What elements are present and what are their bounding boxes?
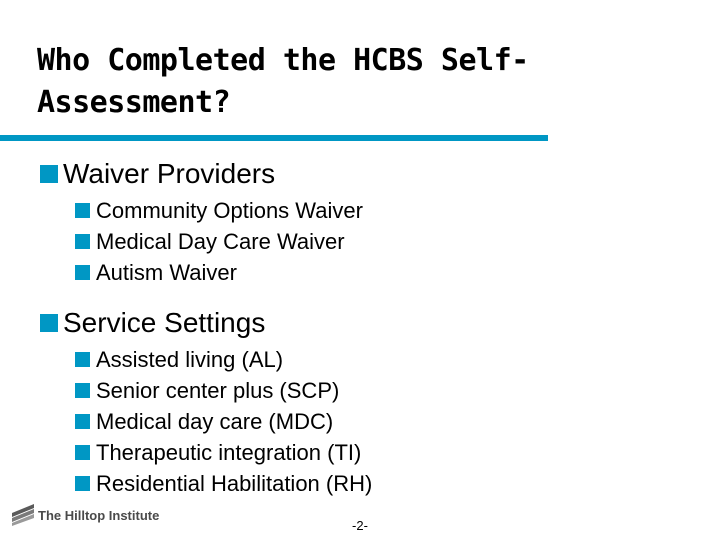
square-bullet-icon — [75, 383, 90, 398]
section-heading — [40, 306, 372, 340]
list-item — [75, 468, 372, 499]
list-item-text: Senior center plus (SCP) — [96, 378, 340, 403]
list-item — [75, 344, 372, 375]
list-item — [75, 226, 363, 257]
list-item — [75, 257, 363, 288]
list-item-text: Therapeutic integration (TI) — [96, 440, 362, 465]
hilltop-logo — [12, 504, 159, 526]
square-bullet-icon — [75, 203, 90, 218]
square-bullet-icon — [40, 165, 58, 183]
square-bullet-icon — [75, 265, 90, 280]
list-item-text: Residential Habilitation (RH) — [96, 471, 373, 496]
slide-title-line-1: Who Completed the HCBS Self- — [37, 43, 529, 78]
section-service-settings — [40, 306, 372, 499]
square-bullet-icon — [75, 476, 90, 491]
list-item-text: Community Options Waiver — [96, 198, 363, 223]
square-bullet-icon — [75, 445, 90, 460]
logo-text: The Hilltop Institute — [38, 507, 160, 523]
square-bullet-icon — [75, 352, 90, 367]
list-item-text: Medical Day Care Waiver — [96, 229, 345, 254]
list-item-text: Medical day care (MDC) — [96, 409, 334, 434]
list-item-text: Assisted living (AL) — [96, 347, 284, 372]
slide-title-line-2: Assessment? — [37, 85, 231, 120]
square-bullet-icon — [40, 314, 58, 332]
section-heading-text: Service Settings — [63, 307, 266, 338]
section-heading — [40, 157, 363, 191]
bullet-list — [75, 195, 363, 288]
square-bullet-icon — [75, 414, 90, 429]
list-item — [75, 195, 363, 226]
page-number: -2- — [352, 518, 368, 533]
hilltop-logo-icon — [12, 504, 34, 526]
list-item — [75, 375, 372, 406]
title-divider — [0, 135, 548, 141]
slide-title — [37, 40, 677, 124]
bullet-list — [75, 344, 372, 499]
section-heading-text: Waiver Providers — [63, 158, 276, 189]
list-item-text: Autism Waiver — [96, 260, 237, 285]
section-waiver-providers — [40, 157, 363, 288]
square-bullet-icon — [75, 234, 90, 249]
list-item — [75, 437, 372, 468]
list-item — [75, 406, 372, 437]
